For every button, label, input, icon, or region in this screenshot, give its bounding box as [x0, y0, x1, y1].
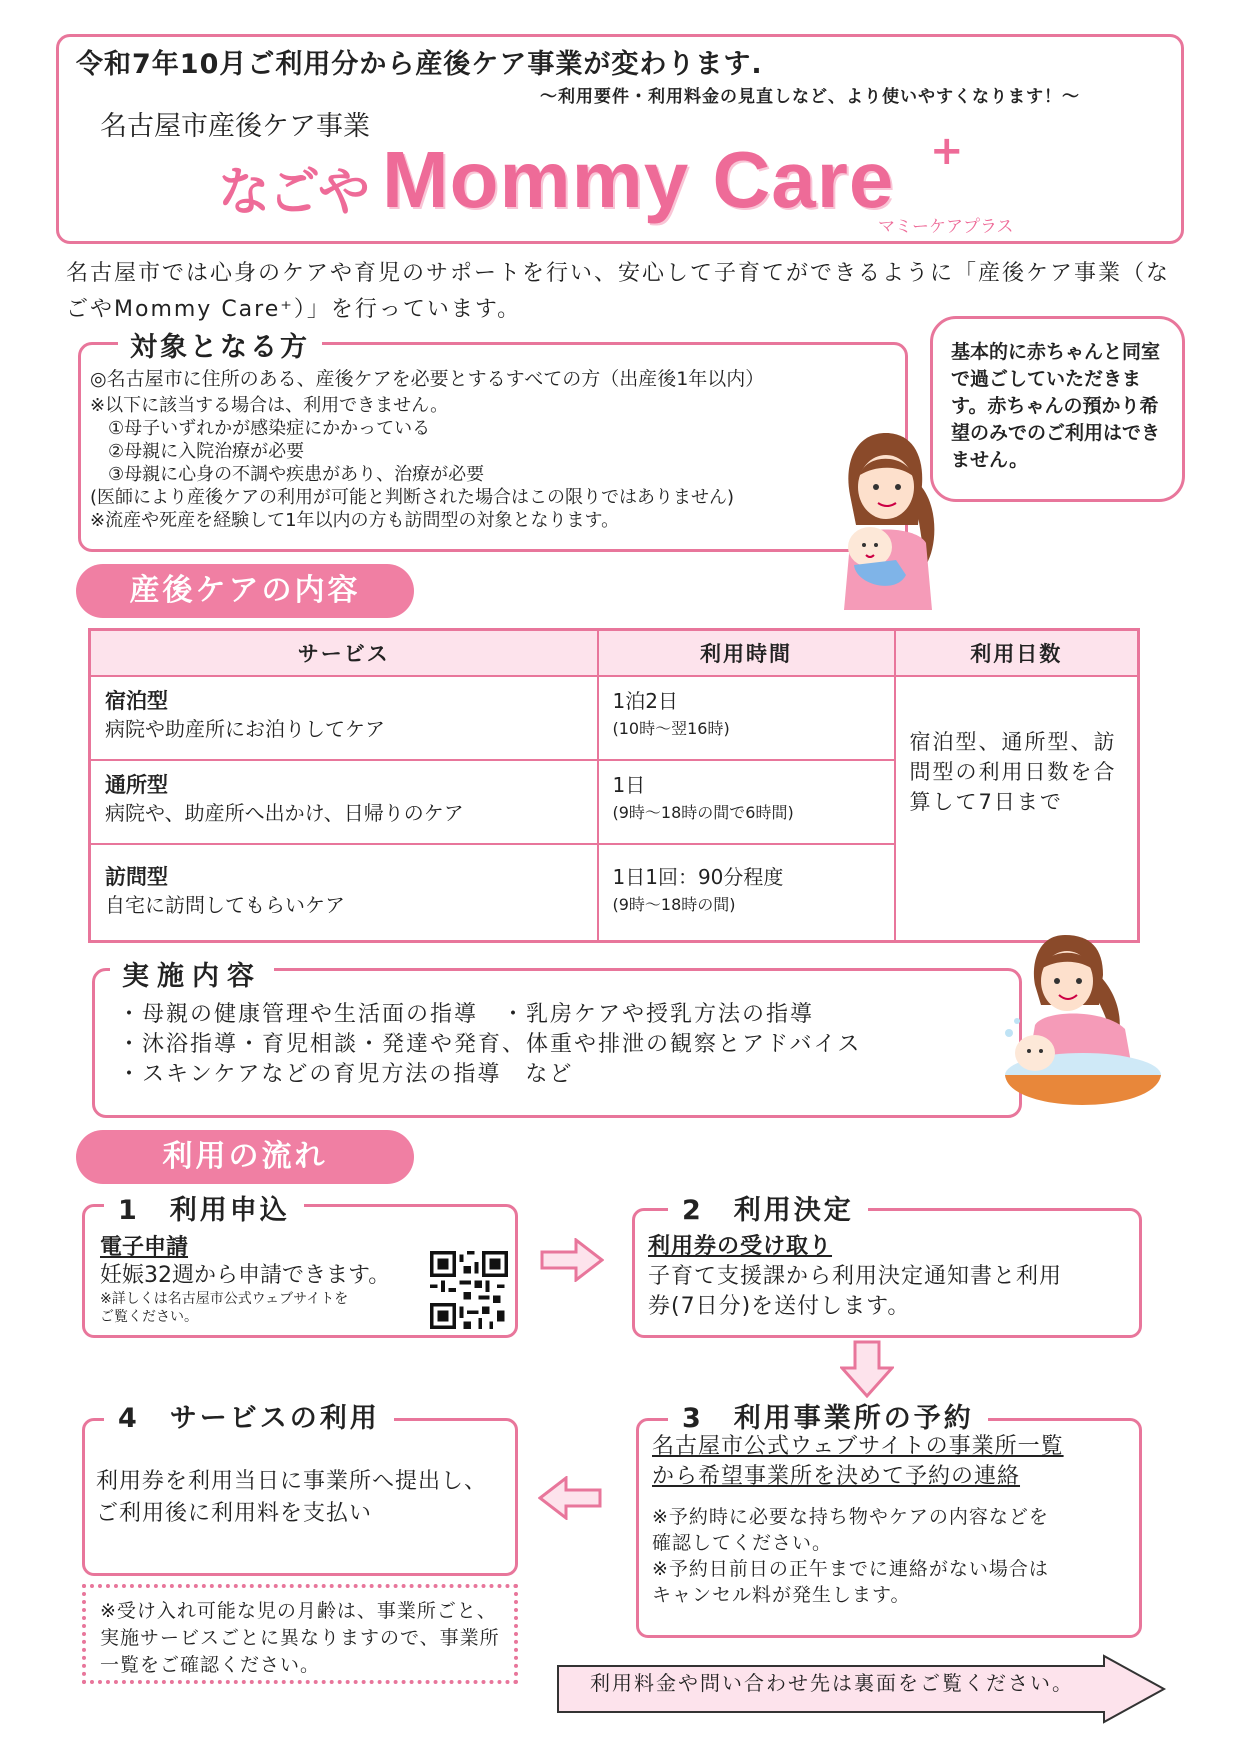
service-cell	[90, 676, 598, 760]
age-note: ※受け入れ可能な児の月齢は、事業所ごと、実施サービスごとに異なりますので、事業所一覧をご確認ください。	[82, 1584, 518, 1684]
table-row	[90, 676, 1139, 760]
headline: 令和7年10月ご利用分から産後ケア事業が変わります.	[76, 49, 763, 80]
step3-note: 確認してください。	[652, 1532, 833, 1554]
service-name: 訪問型	[105, 864, 168, 889]
eligibility-note: ※流産や死産を経験して1年以内の方も訪問型の対象となります。	[90, 510, 620, 531]
step2-text: 子育て支援課から利用決定通知書と利用	[648, 1264, 1063, 1289]
subheadline: ～利用要件・利用料金の見直しなど、より使いやすくなります！～	[540, 87, 1080, 107]
step3-heading: から希望事業所を決めて予約の連絡	[652, 1464, 1021, 1489]
logo-mommy-care: Mommy Care	[382, 135, 895, 224]
step3-note: ※予約時に必要な持ち物やケアの内容などを	[652, 1506, 1049, 1528]
step2-body	[648, 1232, 1128, 1322]
step3-note: ※予約日前日の正午までに連絡がない場合は	[652, 1558, 1049, 1580]
service-time: 1日1回：90分程度	[612, 864, 784, 889]
step3-note: キャンセル料が発生します。	[652, 1584, 911, 1606]
step3-body	[652, 1432, 1132, 1608]
step1-body	[100, 1234, 390, 1326]
implementation-line: ・母親の健康管理や生活面の指導 ・乳房ケアや授乳方法の指導	[118, 1002, 815, 1027]
step1-text: 妊娠32週から申請できます。	[100, 1263, 391, 1288]
section-ribbon-flow: 利用の流れ	[76, 1130, 414, 1184]
table-header: 利用時間	[598, 630, 895, 676]
eligibility-main: ◎名古屋市に住所のある、産後ケアを必要とするすべての方（出産後1年以内）	[90, 368, 765, 390]
service-desc: 病院や、助産所へ出かけ、日帰りのケア	[105, 800, 464, 825]
section-ribbon-content: 産後ケアの内容	[76, 564, 414, 618]
service-cell	[90, 844, 598, 942]
table-header: 利用日数	[895, 630, 1139, 676]
step1-heading: 電子申請	[100, 1235, 189, 1260]
implementation-body	[118, 1000, 861, 1090]
exclusion-item: ②母親に入院治療が必要	[108, 441, 305, 462]
arrow-left-icon	[538, 1476, 602, 1520]
service-table	[88, 628, 1140, 943]
step2-text: 券(7日分)を送付します。	[648, 1294, 911, 1319]
bathing-baby-illustration	[995, 925, 1170, 1130]
step2-title: 2 利用決定	[668, 1188, 868, 1227]
service-desc: 病院や助産所にお泊りしてケア	[105, 716, 385, 741]
days-cell: 宿泊型、通所型、訪問型の利用日数を合算して7日まで	[895, 676, 1139, 942]
service-desc: 自宅に訪問してもらいケア	[105, 892, 345, 917]
logo-plus: +	[930, 128, 964, 174]
implementation-line: ・沐浴指導・育児相談・発達や発育、体重や排泄の観察とアドバイス	[118, 1032, 862, 1057]
qr-code-icon[interactable]	[430, 1250, 508, 1330]
table-header: サービス	[90, 630, 598, 676]
step4-title: 4 サービスの利用	[104, 1396, 394, 1435]
service-time: 1日	[612, 772, 646, 797]
logo-nagoya: なごや	[218, 163, 369, 223]
step3-notes	[652, 1504, 1132, 1608]
service-time-note: (10時～翌16時)	[612, 718, 730, 738]
time-cell	[598, 844, 895, 942]
step4-body	[96, 1466, 487, 1530]
footer-note: 利用料金や問い合わせ先は裏面をご覧ください。	[590, 1671, 1074, 1695]
exclusion-item: ③母親に心身の不調や疾患があり、治療が必要	[108, 464, 485, 485]
logo-kana: マミーケアプラス	[878, 217, 1014, 237]
service-time: 1泊2日	[612, 688, 678, 713]
service-name: 通所型	[105, 772, 168, 797]
speech-bubble: 基本的に赤ちゃんと同室で過ごしていただきます。赤ちゃんの預かり希望のみでのご利用はできません。	[930, 316, 1185, 502]
service-time-note: (9時～18時の間で6時間)	[612, 802, 794, 822]
step3-title: 3 利用事業所の予約	[668, 1396, 988, 1435]
intro-text: 名古屋市では心身のケアや育児のサポートを行い、安心して子育てができるように「産後ケア事業（なごやMommy Care⁺）」を行っています。	[66, 261, 1171, 322]
implementation-title: 実施内容	[110, 954, 274, 993]
exclusion-exception: (医師により産後ケアの利用が可能と判断された場合はこの限りではありません)	[90, 487, 735, 508]
step1-note: ※詳しくは名古屋市公式ウェブサイトを	[100, 1291, 349, 1307]
mother-baby-illustration	[826, 425, 946, 610]
eligibility-body	[90, 368, 900, 532]
exclusion-item: ①母子いずれかが感染症にかかっている	[108, 418, 431, 439]
time-cell	[598, 760, 895, 844]
step1-title: 1 利用申込	[104, 1188, 304, 1227]
implementation-line: ・スキンケアなどの育児方法の指導 など	[118, 1062, 574, 1087]
step1-note: ご覧ください。	[100, 1309, 198, 1325]
arrow-right-icon	[540, 1238, 604, 1282]
step4-text: 利用券を利用当日に事業所へ提出し、	[96, 1469, 488, 1494]
step3-heading: 名古屋市公式ウェブサイトの事業所一覧	[652, 1434, 1064, 1459]
eligibility-title: 対象となる方	[118, 325, 322, 364]
step4-text: ご利用後に利用料を支払い	[96, 1501, 373, 1526]
service-time-note: (9時～18時の間)	[612, 894, 736, 914]
exclusion-intro: ※以下に該当する場合は、利用できません。	[90, 395, 449, 416]
time-cell	[598, 676, 895, 760]
service-cell	[90, 760, 598, 844]
service-name: 宿泊型	[105, 688, 168, 713]
step2-heading: 利用券の受け取り	[648, 1234, 833, 1259]
arrow-down-icon	[840, 1340, 894, 1398]
program-name: 名古屋市産後ケア事業	[100, 111, 370, 142]
